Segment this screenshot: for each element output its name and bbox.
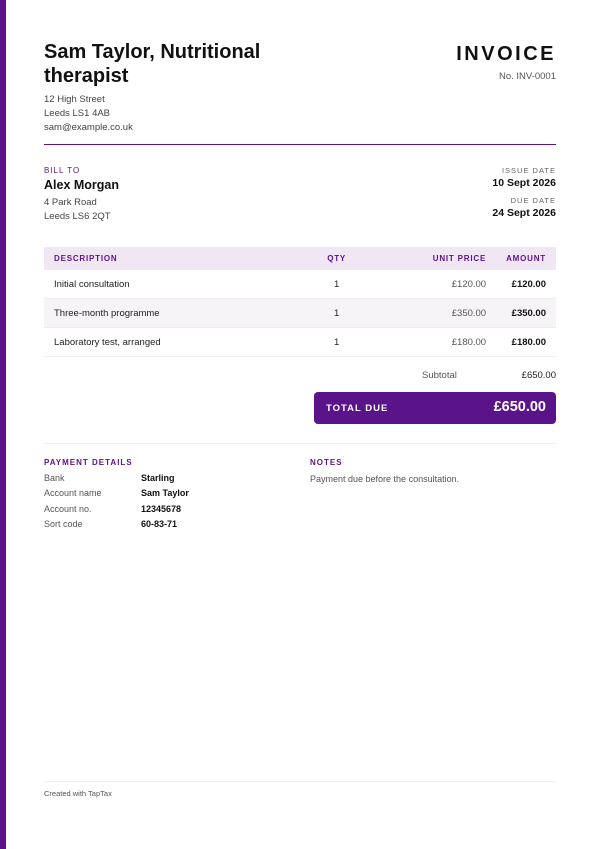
due-date-value: 24 Sept 2026 — [492, 207, 556, 219]
client-address-line: Leeds LS6 2QT — [44, 211, 111, 222]
payment-label: Sort code — [44, 518, 83, 529]
table-row — [44, 270, 556, 299]
payment-row — [44, 519, 284, 534]
column-header-qty: QTY — [303, 247, 371, 270]
table-header-row — [44, 247, 556, 270]
seller-address — [44, 93, 133, 135]
seller-address-line: Leeds LS1 4AB — [44, 108, 111, 119]
invoice-number: No. INV-0001 — [498, 71, 556, 82]
total-due-value: £650.00 — [493, 399, 546, 415]
issue-date-value: 10 Sept 2026 — [492, 177, 556, 189]
payment-label: Account name — [44, 488, 102, 499]
column-header-description: DESCRIPTION — [44, 247, 303, 270]
payment-row — [44, 504, 284, 519]
item-amount: £350.00 — [496, 299, 556, 328]
header-divider — [44, 144, 556, 145]
due-date-label: DUE DATE — [510, 196, 556, 205]
client-address — [44, 196, 111, 224]
payment-value: 60-83-71 — [141, 518, 178, 529]
footer-credit: Created with TapTax — [44, 789, 112, 798]
item-amount: £180.00 — [496, 328, 556, 357]
section-divider — [44, 443, 556, 444]
issue-date-label: ISSUE DATE — [501, 166, 556, 175]
table-row — [44, 328, 556, 357]
item-unit-price: £350.00 — [371, 299, 496, 328]
column-header-amount: AMOUNT — [496, 247, 556, 270]
item-description: Initial consultation — [44, 270, 303, 299]
item-description: Three-month programme — [44, 299, 303, 328]
item-qty: 1 — [303, 270, 371, 299]
subtotal-label: Subtotal — [422, 370, 457, 381]
item-amount: £120.00 — [496, 270, 556, 299]
bill-to-label: BILL TO — [44, 166, 81, 175]
payment-label: Account no. — [44, 503, 92, 514]
item-unit-price: £180.00 — [371, 328, 496, 357]
invoice-title: INVOICE — [456, 43, 556, 65]
payment-value: Starling — [141, 473, 175, 483]
payment-details — [44, 473, 284, 534]
table-row — [44, 299, 556, 328]
item-unit-price: £120.00 — [371, 270, 496, 299]
payment-row — [44, 488, 284, 503]
notes-title: NOTES — [310, 458, 343, 467]
footer-divider — [44, 781, 556, 782]
total-due-box — [314, 392, 556, 424]
line-items-table — [44, 247, 556, 357]
payment-label: Bank — [44, 473, 65, 483]
total-due-label: TOTAL DUE — [326, 403, 389, 414]
client-address-line: 4 Park Road — [44, 197, 97, 208]
client-name: Alex Morgan — [44, 178, 120, 192]
seller-email: sam@example.co.uk — [44, 122, 133, 133]
item-qty: 1 — [303, 328, 371, 357]
payment-details-title: PAYMENT DETAILS — [44, 458, 133, 467]
payment-value: Sam Taylor — [141, 488, 189, 499]
invoice-page — [44, 0, 556, 849]
seller-address-line: 12 High Street — [44, 94, 105, 105]
payment-value: 12345678 — [141, 503, 182, 514]
subtotal-value: £650.00 — [521, 370, 556, 381]
notes-text: Payment due before the consultation. — [310, 474, 460, 484]
accent-bar — [0, 0, 6, 849]
item-qty: 1 — [303, 299, 371, 328]
column-header-unit-price: UNIT PRICE — [371, 247, 496, 270]
item-description: Laboratory test, arranged — [44, 328, 303, 357]
seller-name: Sam Taylor, Nutritional therapist — [44, 41, 261, 87]
payment-row — [44, 473, 284, 488]
